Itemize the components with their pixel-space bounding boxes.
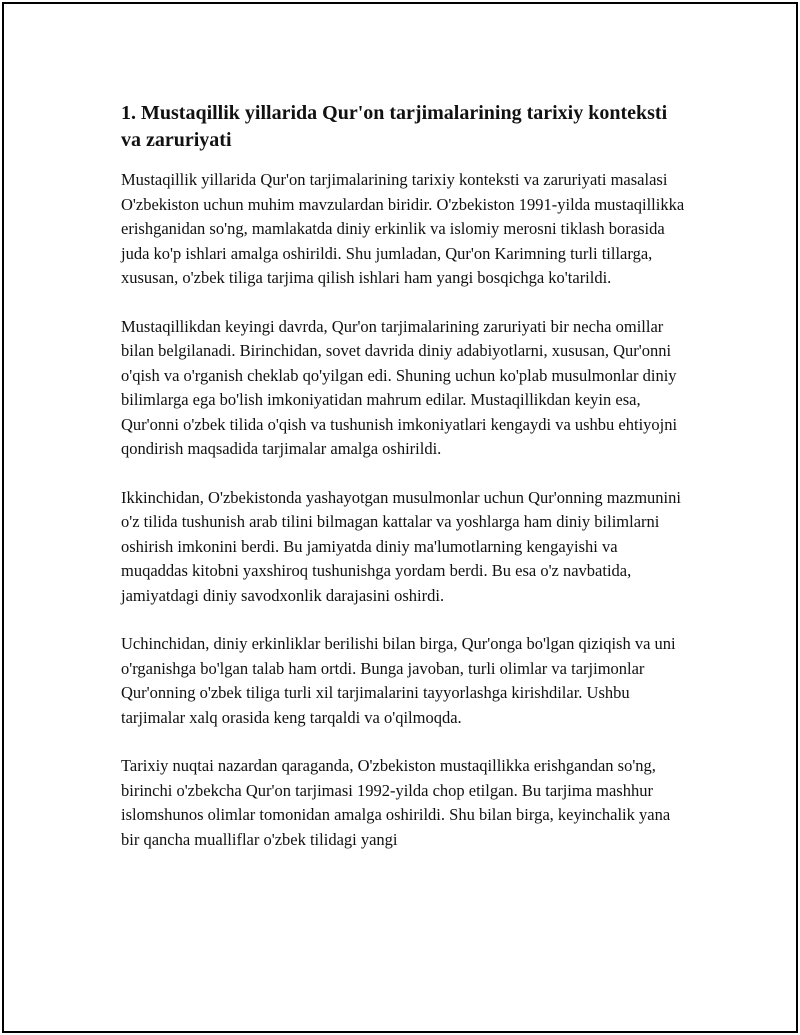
paragraph-3: Ikkinchidan, O'zbekistonda yashayotgan musulmonlar uchun Qur'onning mazmunini o'z tilida tushunish arab tilini bilmagan kattalar va yoshlarga ham diniy bilimlarni oshirish imkonini berdi. Bu jamiyatda diniy ma'lumotlarning kengayishi va muqaddas kitobni yaxshiroq tushunishga yordam berdi. Bu esa o'z navbatida, jamiyatdagi diniy savodxonlik darajasini oshirdi. [121, 487, 681, 605]
page-frame [2, 2, 798, 1033]
section-heading: 1. Mustaqillik yillarida Qur'on tarjimalarining tarixiy konteksti va zaruriyati [121, 102, 668, 151]
paragraph-1: Mustaqillik yillarida Qur'on tarjimalarining tarixiy konteksti va zaruriyati masalasi O'zbekiston uchun muhim mavzulardan biridir. O'zbekiston 1991-yilda mustaqillikka erishganidan so'ng, mamlakatda diniy erkinlik va islomiy merosni tiklash borasida juda ko'p ishlari amalga oshirildi. Shu jumladan, Qur'on Karimning turli tillarga, xususan, o'zbek tiliga tarjima qilish ishlari ham yangi bosqichga ko'tarildi. [121, 170, 685, 287]
paragraph-5: Tarixiy nuqtai nazardan qaraganda, O'zbekiston mustaqillikka erishgandan so'ng, birinchi o'zbekcha Qur'on tarjimasi 1992-yilda chop etilgan. Bu tarjima mashhur islomshunos olimlar tomonidan amalga oshirildi. Shu bilan birga, keyinchalik yana bir qancha mualliflar o'zbek tilidagi yangi [121, 756, 671, 849]
paragraph-4: Uchinchidan, diniy erkinliklar berilishi bilan birga, Qur'onga bo'lgan qiziqish va uni o'rganishga bo'lgan talab ham ortdi. Bunga javoban, turli olimlar va tarjimonlar Qur'onning o'zbek tiliga turli xil tarjimalarini tayyorlashga kirishdilar. Ushbu tarjimalar xalq orasida keng tarqaldi va o'qilmoqda. [121, 634, 676, 727]
paragraph-2: Mustaqillikdan keyingi davrda, Qur'on tarjimalarining zaruriyati bir necha omillar bilan belgilanadi. Birinchidan, sovet davrida diniy adabiyotlarni, xususan, Qur'onni o'qish va o'rganish cheklab qo'yilgan edi. Shuning uchun ko'plab musulmonlar diniy bilimlarga ega bo'lish imkoniyatidan mahrum edilar. Mustaqillikdan keyin esa, Qur'onni o'zbek tilida o'qish va tushunish imkoniyatlari kengaydi va ushbu ehtiyojni qondirish maqsadida tarjimalar amalga oshirildi. [121, 316, 678, 458]
document-body [121, 100, 686, 876]
